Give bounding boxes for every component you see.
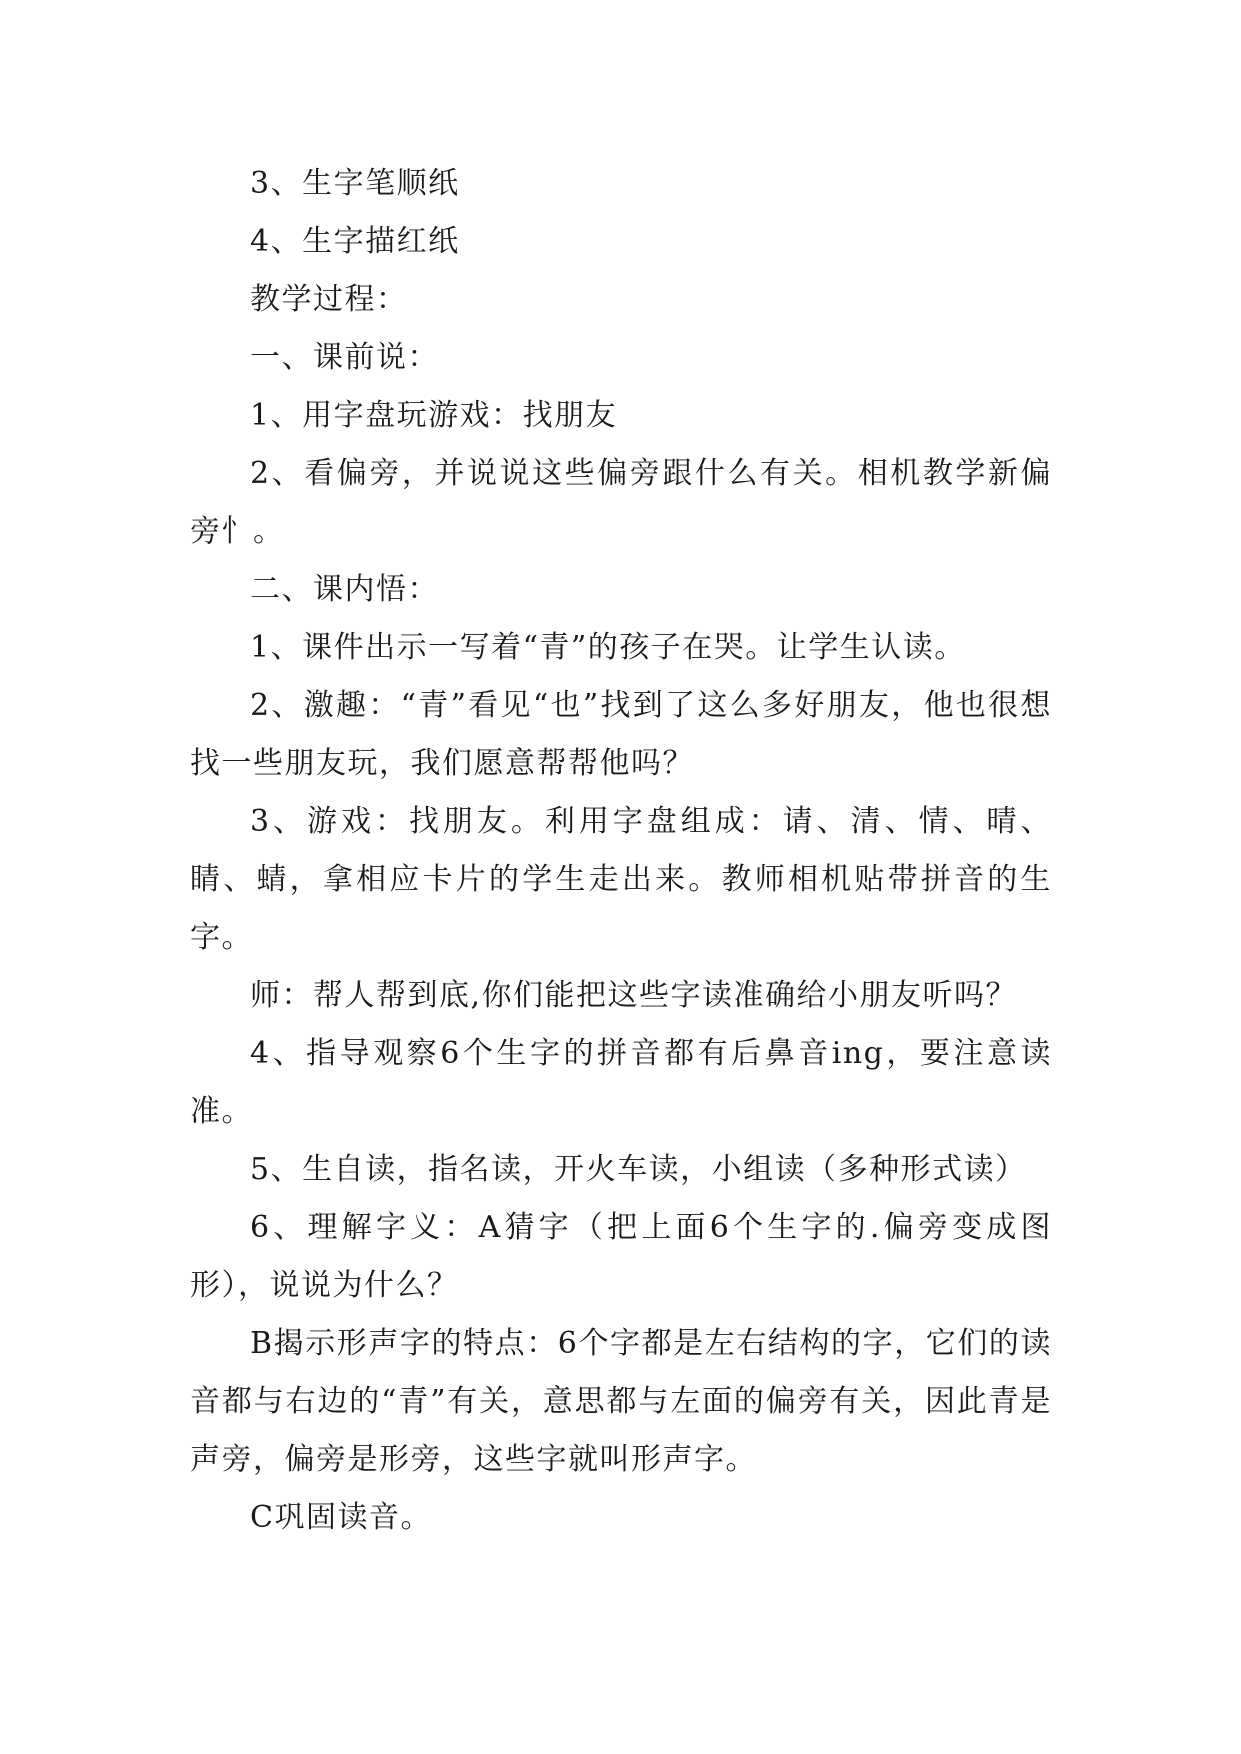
paragraph: 师：帮人帮到底,你们能把这些字读准确给小朋友听吗？: [250, 978, 1018, 1013]
paragraph: 1、课件出示一写着“青”的孩子在哭。让学生认读。: [250, 630, 966, 665]
document-page: [190, 155, 1052, 1547]
paragraph: 6、理解字义：A猜字（把上面6个生字的.偏旁变成图形），说说为什么？: [190, 1210, 1052, 1303]
section-heading: 教学过程：: [250, 282, 408, 317]
paragraph: B揭示形声字的特点：6个字都是左右结构的字，它们的读音都与右边的“青”有关，意思都与左面的偏旁有关，因此青是声旁，偏旁是形旁，这些字就叫形声字。: [190, 1326, 1052, 1477]
paragraph: 5、生自读，指名读，开火车读，小组读（多种形式读）: [250, 1152, 1027, 1187]
paragraph: 3、游戏：找朋友。利用字盘组成：请、清、情、晴、睛、蜻，拿相应卡片的学生走出来。教师相机贴带拼音的生字。: [190, 804, 1052, 955]
paragraph: 1、用字盘玩游戏：找朋友: [250, 398, 618, 433]
paragraph: 4、生字描红纸: [250, 224, 460, 259]
paragraph: 4、指导观察6个生字的拼音都有后鼻音ing，要注意读准。: [190, 1036, 1052, 1129]
section-heading: 二、课内悟：: [250, 572, 439, 607]
paragraph: C巩固读音。: [250, 1500, 432, 1535]
paragraph: 3、生字笔顺纸: [250, 166, 460, 201]
paragraph: 2、看偏旁，并说说这些偏旁跟什么有关。相机教学新偏旁忄。: [190, 456, 1052, 549]
section-heading: 一、课前说：: [250, 340, 439, 375]
paragraph: 2、激趣：“青”看见“也”找到了这么多好朋友，他也很想找一些朋友玩，我们愿意帮帮他吗？: [190, 688, 1052, 781]
